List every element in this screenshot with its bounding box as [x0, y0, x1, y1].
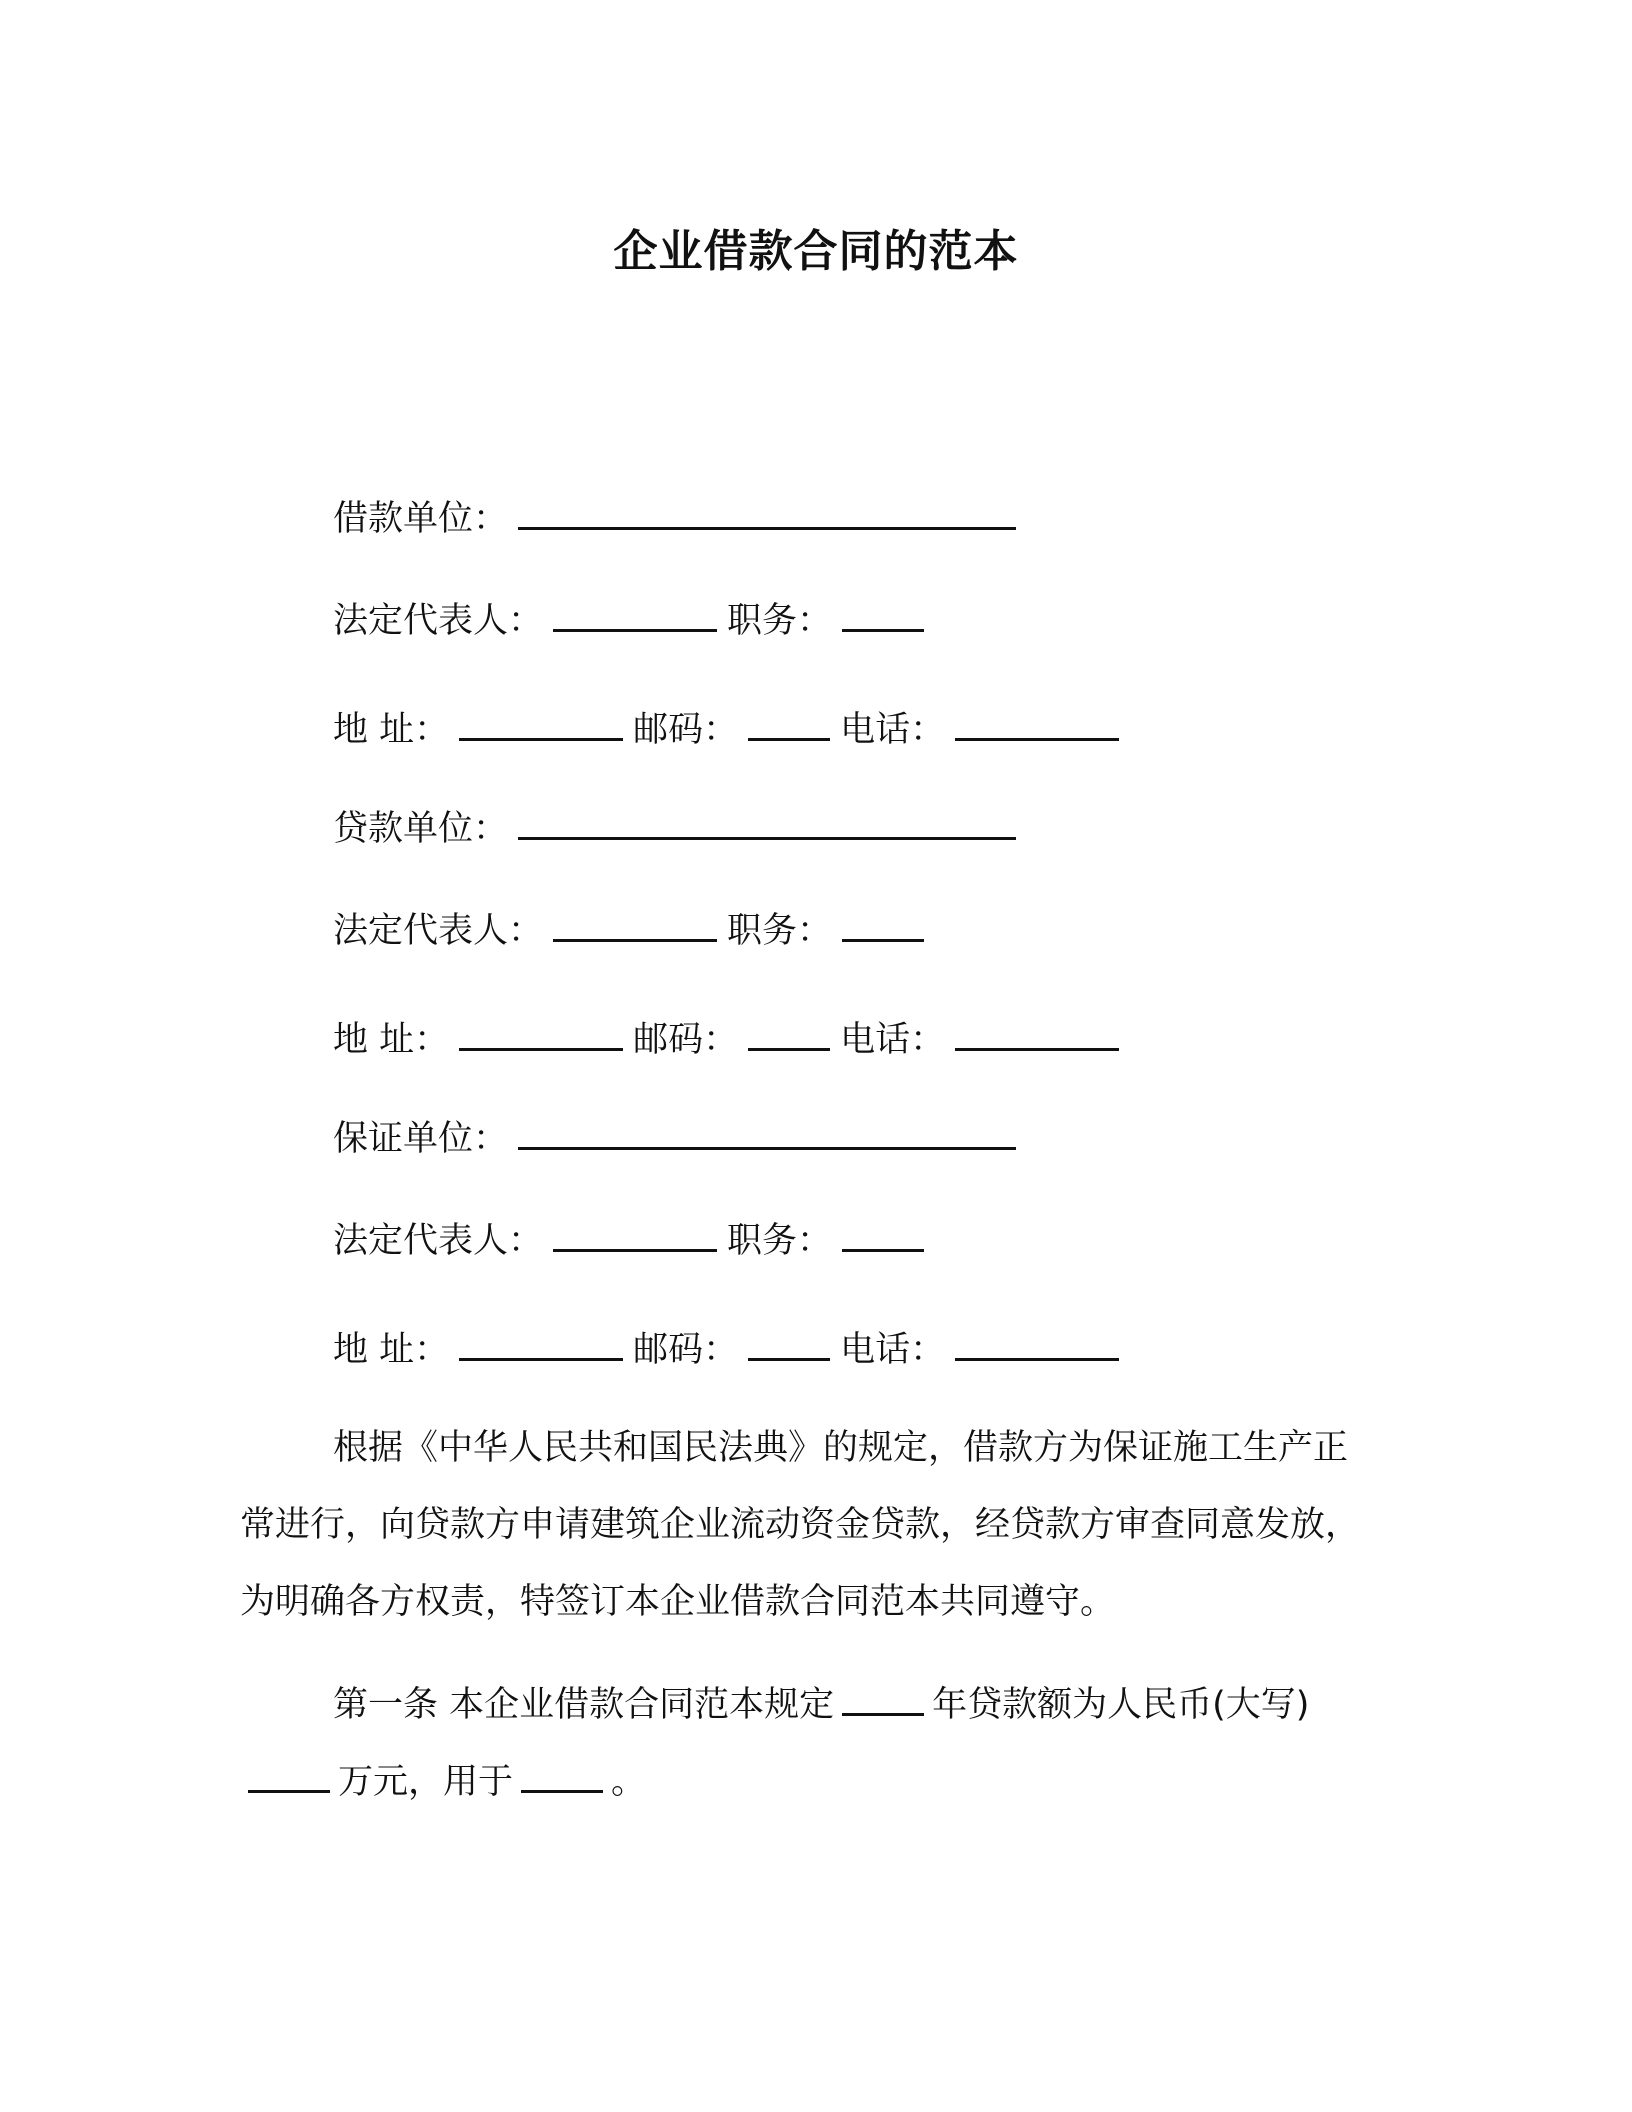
article-1-text-3: 万元，用于: [338, 1762, 514, 1802]
article-1-amount-blank[interactable]: [248, 1760, 330, 1793]
lender-postcode-blank[interactable]: [748, 1016, 830, 1051]
borrower-position-label: 职务：: [727, 601, 833, 641]
lender-unit-line: [333, 805, 1026, 853]
borrower-unit-line: [333, 495, 1026, 543]
borrower-rep-label: 法定代表人：: [333, 601, 544, 641]
preamble-paragraph: 根据《中华人民共和国民法典》的规定，借款方为保证施工生产正常进行，向贷款方申请建筑企业流动资金贷款，经贷款方审查同意发放，为明确各方权责，特签订本企业借款合同范本共同遵守。: [240, 1428, 1361, 1622]
guarantor-rep-label: 法定代表人：: [333, 1221, 544, 1261]
lender-rep-label: 法定代表人：: [333, 911, 544, 951]
article-1-text-2: 年贷款额为人民币(大写): [932, 1685, 1310, 1725]
guarantor-postcode-label: 邮码：: [633, 1330, 739, 1370]
article-1-purpose-blank[interactable]: [521, 1760, 603, 1793]
borrower-address-blank[interactable]: [459, 706, 623, 741]
guarantor-position-blank[interactable]: [842, 1217, 924, 1252]
lender-unit-blank[interactable]: [518, 805, 1016, 840]
lender-rep-line: [333, 907, 934, 955]
lender-address-line: [333, 1016, 1129, 1064]
borrower-address-label: 地 址：: [333, 710, 450, 750]
guarantor-address-blank[interactable]: [459, 1326, 623, 1361]
borrower-rep-line: [333, 597, 934, 645]
guarantor-position-label: 职务：: [727, 1221, 833, 1261]
borrower-unit-label: 借款单位：: [333, 499, 509, 539]
lender-unit-label: 贷款单位：: [333, 809, 509, 849]
borrower-postcode-blank[interactable]: [748, 706, 830, 741]
guarantor-unit-blank[interactable]: [518, 1115, 1016, 1150]
lender-phone-label: 电话：: [840, 1020, 946, 1060]
guarantor-phone-label: 电话：: [840, 1330, 946, 1370]
borrower-postcode-label: 邮码：: [633, 710, 739, 750]
lender-position-blank[interactable]: [842, 907, 924, 942]
guarantor-rep-line: [333, 1217, 934, 1265]
guarantor-address-label: 地 址：: [333, 1330, 450, 1370]
lender-address-label: 地 址：: [333, 1020, 450, 1060]
lender-position-label: 职务：: [727, 911, 833, 951]
borrower-address-line: [333, 706, 1129, 754]
article-1-text-4: 。: [611, 1762, 647, 1802]
guarantor-postcode-blank[interactable]: [748, 1326, 830, 1361]
lender-phone-blank[interactable]: [955, 1016, 1119, 1051]
article-1-text-1: 第一条 本企业借款合同范本规定: [333, 1685, 835, 1725]
lender-postcode-label: 邮码：: [633, 1020, 739, 1060]
article-1-paragraph: [240, 1667, 1370, 1821]
guarantor-address-line: [333, 1326, 1129, 1374]
guarantor-phone-blank[interactable]: [955, 1326, 1119, 1361]
document-title: 企业借款合同的范本: [613, 226, 1019, 277]
borrower-phone-label: 电话：: [840, 710, 946, 750]
article-1-year-blank[interactable]: [842, 1683, 924, 1716]
borrower-phone-blank[interactable]: [955, 706, 1119, 741]
borrower-position-blank[interactable]: [842, 597, 924, 632]
guarantor-unit-label: 保证单位：: [333, 1119, 509, 1159]
borrower-unit-blank[interactable]: [518, 495, 1016, 530]
lender-address-blank[interactable]: [459, 1016, 623, 1051]
lender-rep-blank[interactable]: [553, 907, 717, 942]
guarantor-rep-blank[interactable]: [553, 1217, 717, 1252]
guarantor-unit-line: [333, 1115, 1026, 1163]
borrower-rep-blank[interactable]: [553, 597, 717, 632]
